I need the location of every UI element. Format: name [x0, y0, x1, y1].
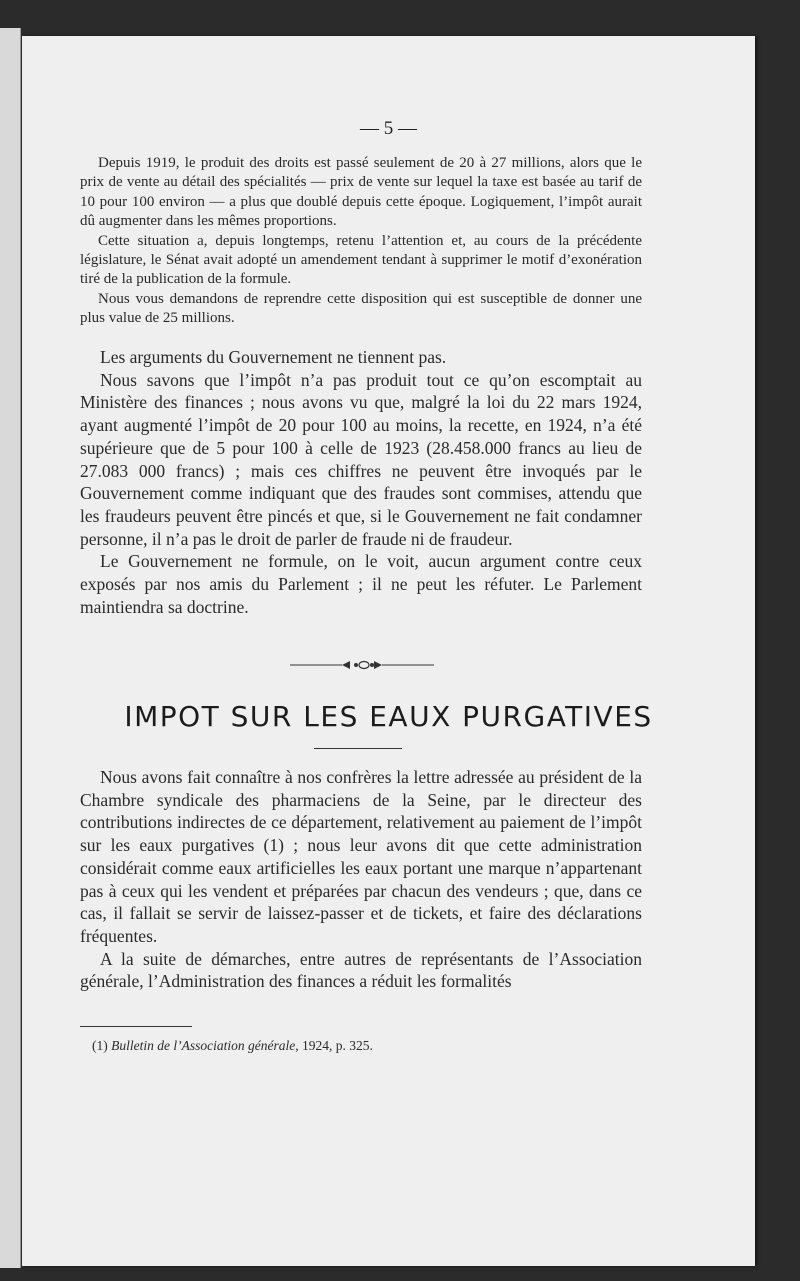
section-text-block [80, 766, 642, 993]
footnote-rule [80, 1026, 192, 1027]
footnote-citation: , 1924, p. 325. [295, 1038, 373, 1053]
paragraph: Les arguments du Gouvernement ne tiennent pas. [100, 347, 447, 367]
heading-underline [314, 748, 402, 749]
document-page [22, 36, 755, 1266]
main-text-block [80, 346, 642, 618]
section-heading: IMPOT SUR LES EAUX PURGATIVES [124, 700, 653, 733]
paragraph: A la suite de démarches, entre autres de représentants de l’Association générale, l’Administration des finances a réduit les formalités [80, 948, 642, 992]
footnote-title: Bulletin de l’Association générale [111, 1038, 296, 1053]
footnote [92, 1038, 632, 1054]
paragraph: Depuis 1919, le produit des droits est passé seulement de 20 à 27 millions, alors que le prix de vente au détail des spécialités — prix de vente sur lequel la taxe est basée au tarif de 10 pour 100 environ — a plus que doublé depuis cette époque. Logiquement, l’impôt aurait dû augmenter dans les mêmes proportions. [80, 155, 642, 230]
footnote-marker: (1) [92, 1038, 108, 1053]
adjacent-page-edge [0, 28, 21, 1268]
page-number: — 5 — [360, 118, 417, 139]
paragraph: Cette situation a, depuis longtemps, retenu l’attention et, au cours de la précédente législature, le Sénat avait adopté un amendement tendant à supprimer le motif d’exonération tiré de la publication de la formule. [80, 232, 642, 288]
paragraph: Nous savons que l’impôt n’a pas produit tout ce qu’on escomptait au Ministère des finances ; nous avons vu que, malgré la loi du 22 mars 1924, ayant augmenté l’impôt de 20 pour 100 au moins, la recette, en 1924, n’a été supérieure que de 5 pour 100 à celle de 1923 (28.458.000 francs au lieu de 27.083 000 francs) ; mais ces chiffres ne peuvent être invoqués par le Gouvernement comme indiquant que des fraudes sont commises, attendu que les fraudeurs peuvent être pincés et que, si le Gouvernement ne fait condamner personne, il n’a pas le droit de parler de fraude ni de fraudeur. [80, 369, 642, 549]
small-text-block [80, 154, 642, 329]
paragraph: Nous vous demandons de reprendre cette disposition qui est susceptible de donner une plus value de 25 millions. [80, 290, 642, 327]
paragraph: Le Gouvernement ne formule, on le voit, aucun argument contre ceux exposés par nos amis du Parlement ; il ne peut les réfuter. Le Parlement maintiendra sa doctrine. [80, 551, 642, 617]
paragraph: Nous avons fait connaître à nos confrères la lettre adressée au président de la Chambre syndicale des pharmaciens de la Seine, par le directeur des contributions indirectes de ce département, relativement au paiement de l’impôt sur les eaux purgatives (1) ; nous leur avons dit que cette administration considérait comme eaux artificielles les eaux portant une marque n’appartenant pas à ceux qui les vendent et préparées par chacun des vendeurs ; que, dans ce cas, il fallait se servir de laissez-passer et de tickets, et faire des déclarations fréquentes. [80, 767, 642, 946]
ornament-divider [290, 658, 434, 672]
